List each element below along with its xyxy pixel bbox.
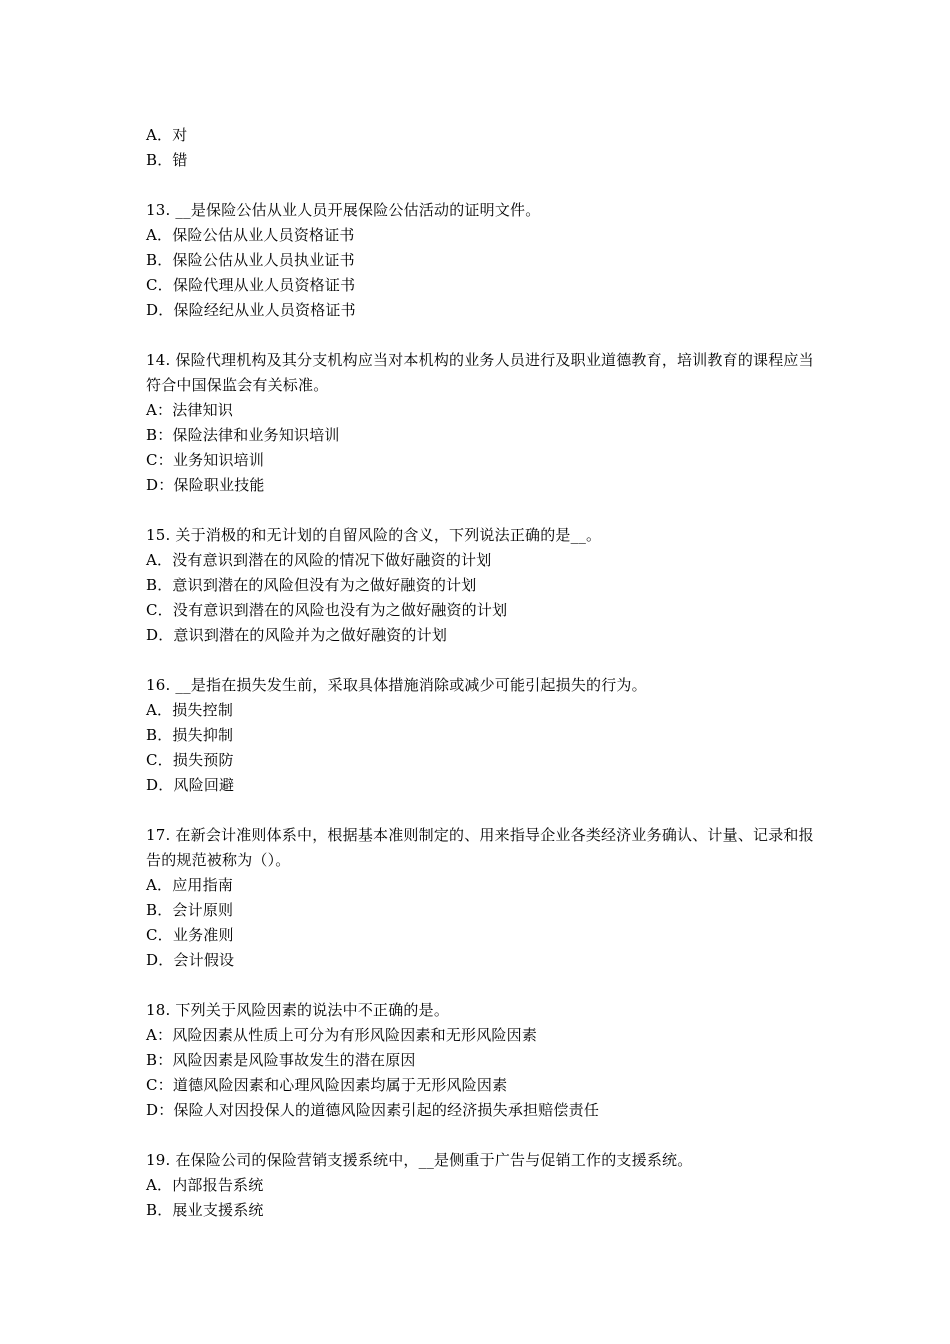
question-18 xyxy=(146,998,826,1123)
question-17 xyxy=(146,823,826,973)
question-text: 15. 关于消极的和无计划的自留风险的含义，下列说法正确的是__。 xyxy=(146,526,602,544)
question-13 xyxy=(146,198,826,323)
option-a: A：风险因素从性质上可分为有形风险因素和无形风险因素 xyxy=(146,1026,538,1044)
question-text: 13. __是保险公估从业人员开展保险公估活动的证明文件。 xyxy=(146,201,541,219)
option-a: A．对 xyxy=(146,126,188,144)
option-a: A．没有意识到潜在的风险的情况下做好融资的计划 xyxy=(146,551,492,569)
option-d: D．风险回避 xyxy=(146,776,235,794)
question-text: 18. 下列关于风险因素的说法中不正确的是。 xyxy=(146,1001,450,1019)
question-text: 17. 在新会计准则体系中，根据基本准则制定的、用来指导企业各类经济业务确认、计量、记录和报告的规范被称为（）。 xyxy=(146,826,814,869)
question-text: 16. __是指在损失发生前，采取具体措施消除或减少可能引起损失的行为。 xyxy=(146,676,647,694)
option-c: C．保险代理从业人员资格证书 xyxy=(146,276,356,294)
option-d: D：保险职业技能 xyxy=(146,476,265,494)
option-a: A．内部报告系统 xyxy=(146,1176,264,1194)
question-14 xyxy=(146,348,826,498)
option-a: A．保险公估从业人员资格证书 xyxy=(146,226,355,244)
document-content xyxy=(146,123,826,1223)
option-b: B：风险因素是风险事故发生的潜在原因 xyxy=(146,1051,416,1069)
option-d: D．会计假设 xyxy=(146,951,235,969)
option-b: B．会计原则 xyxy=(146,901,234,919)
option-b: B：保险法律和业务知识培训 xyxy=(146,426,340,444)
option-d: D．保险经纪从业人员资格证书 xyxy=(146,301,356,319)
option-c: C：道德风险因素和心理风险因素均属于无形风险因素 xyxy=(146,1076,508,1094)
top-option-group xyxy=(146,123,826,173)
question-text: 19. 在保险公司的保险营销支援系统中，__是侧重于广告与促销工作的支援系统。 xyxy=(146,1151,693,1169)
option-c: C：业务知识培训 xyxy=(146,451,265,469)
question-15 xyxy=(146,523,826,648)
question-text: 14. 保险代理机构及其分支机构应当对本机构的业务人员进行及职业道德教育，培训教育的课程应当符合中国保监会有关标准。 xyxy=(146,351,814,394)
option-c: C．没有意识到潜在的风险也没有为之做好融资的计划 xyxy=(146,601,508,619)
option-b: B．意识到潜在的风险但没有为之做好融资的计划 xyxy=(146,576,477,594)
option-b: B．错 xyxy=(146,151,188,169)
question-19 xyxy=(146,1148,826,1223)
option-a: A：法律知识 xyxy=(146,401,234,419)
option-a: A．应用指南 xyxy=(146,876,234,894)
option-d: D．意识到潜在的风险并为之做好融资的计划 xyxy=(146,626,448,644)
option-d: D：保险人对因投保人的道德风险因素引起的经济损失承担赔偿责任 xyxy=(146,1101,600,1119)
option-a: A．损失控制 xyxy=(146,701,234,719)
option-b: B．保险公估从业人员执业证书 xyxy=(146,251,355,269)
option-c: C．业务准则 xyxy=(146,926,234,944)
question-16 xyxy=(146,673,826,798)
option-b: B．损失抑制 xyxy=(146,726,234,744)
option-c: C．损失预防 xyxy=(146,751,234,769)
option-b: B．展业支援系统 xyxy=(146,1201,264,1219)
